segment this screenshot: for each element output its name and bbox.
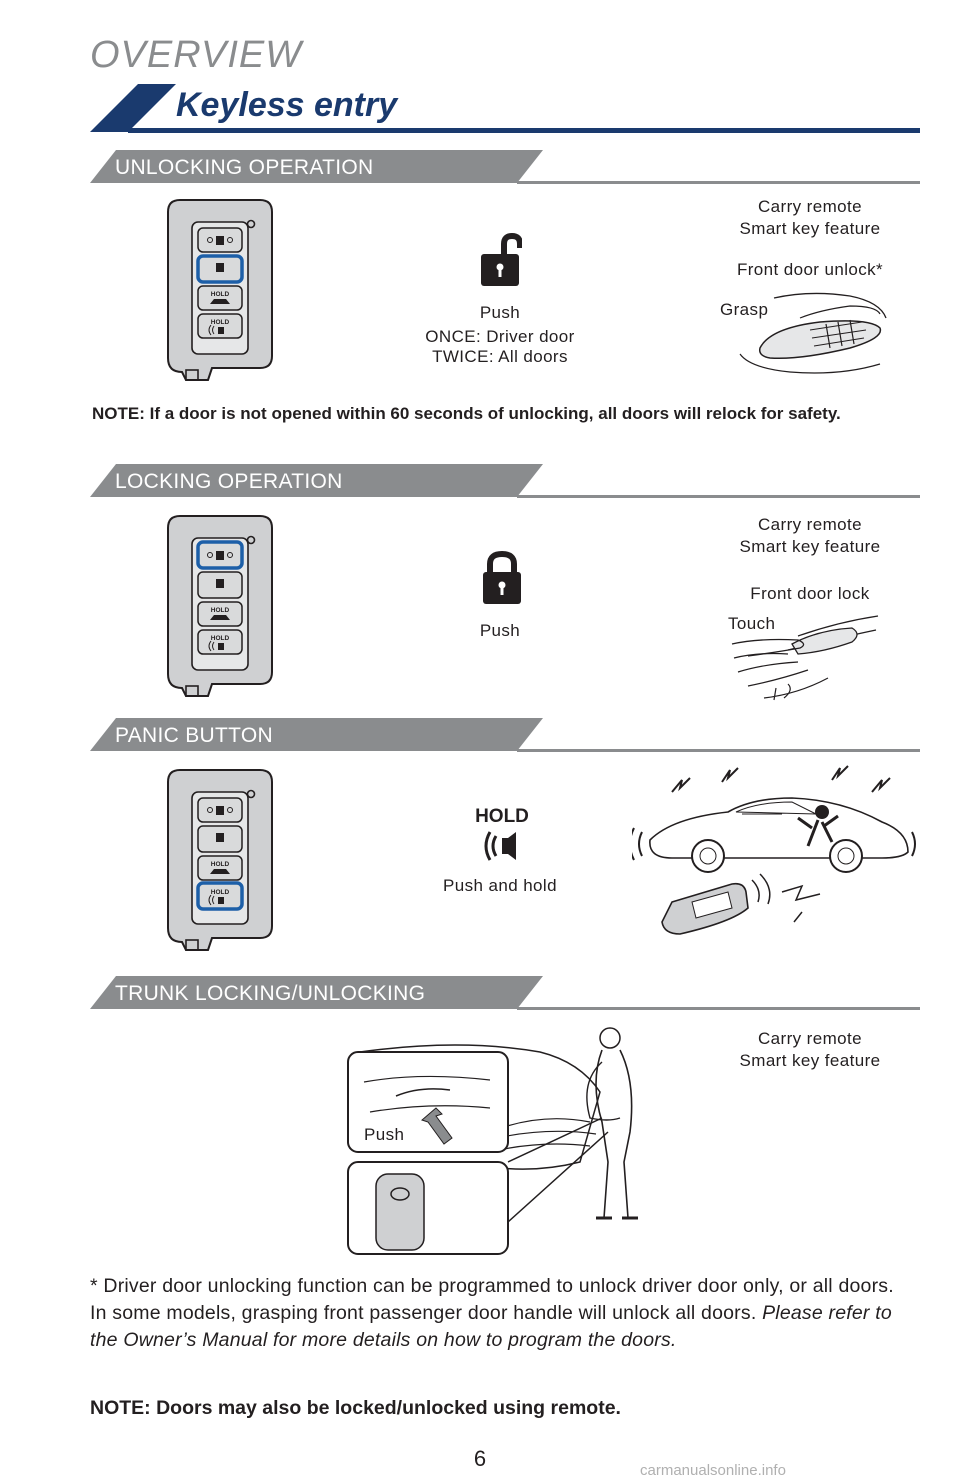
unlock-relock-note: NOTE: If a door is not opened within 60 seconds of unlocking, all doors will relock for safety. bbox=[92, 404, 841, 423]
page-title: Keyless entry bbox=[176, 86, 398, 124]
lock-push-label: Push bbox=[479, 621, 521, 640]
key-fob-panic-highlight bbox=[164, 766, 276, 956]
lock-icon bbox=[480, 550, 524, 606]
panic-alarm-icon bbox=[480, 828, 524, 864]
unlock-icon bbox=[478, 232, 522, 288]
footnote-italic: Please refer to the Owner’s Manual for more details on how to program the doors. bbox=[90, 1302, 892, 1351]
footnote-text: * Driver door unlocking function can be programmed to unlock driver door only, or all doors. In some models, grasping front passenger door handle will unlock all doors. bbox=[90, 1275, 894, 1324]
door-handle-grasp-illustration bbox=[730, 288, 900, 384]
key-fob-unlock-highlight bbox=[164, 196, 276, 386]
front-door-unlock-label: Front door unlock* bbox=[736, 260, 884, 279]
key-hold-label: HOLD bbox=[210, 635, 230, 642]
footnote-paragraph bbox=[90, 1273, 910, 1354]
panic-heading: PANIC BUTTON bbox=[115, 724, 274, 747]
panic-hold-label: HOLD bbox=[475, 806, 529, 827]
trunk-heading: TRUNK LOCKING/UNLOCKING bbox=[115, 982, 426, 1005]
section-label: OVERVIEW bbox=[90, 34, 303, 76]
carry-remote-label: Carry remote bbox=[758, 1029, 862, 1048]
bottom-note: NOTE: Doors may also be locked/unlocked using remote. bbox=[90, 1397, 621, 1419]
door-handle-touch-illustration bbox=[728, 608, 888, 708]
carry-remote-label: Carry remote bbox=[758, 197, 862, 216]
watermark: carmanualsonline.info bbox=[640, 1462, 786, 1479]
push-and-hold-label: Push and hold bbox=[443, 876, 557, 895]
key-hold-label: HOLD bbox=[210, 889, 230, 896]
touch-label: Touch bbox=[728, 614, 776, 633]
unlock-twice-label: TWICE: All doors bbox=[432, 347, 568, 366]
page-number: 6 bbox=[473, 1446, 487, 1471]
panic-alarm-car-illustration bbox=[632, 762, 918, 942]
smart-key-label: Smart key feature bbox=[739, 219, 881, 238]
trunk-push-label: Push bbox=[364, 1125, 405, 1144]
locking-heading: LOCKING OPERATION bbox=[115, 470, 343, 493]
key-hold-label: HOLD bbox=[210, 291, 230, 298]
key-hold-label: HOLD bbox=[210, 319, 230, 326]
key-hold-label: HOLD bbox=[210, 861, 230, 868]
unlock-push-label: Push bbox=[479, 303, 521, 322]
smart-key-label: Smart key feature bbox=[739, 537, 881, 556]
front-door-lock-label: Front door lock bbox=[750, 584, 870, 603]
key-hold-label: HOLD bbox=[210, 607, 230, 614]
smart-key-label: Smart key feature bbox=[739, 1051, 881, 1070]
unlock-once-label: ONCE: Driver door bbox=[425, 327, 575, 346]
key-fob-lock-highlight bbox=[164, 512, 276, 702]
unlocking-heading: UNLOCKING OPERATION bbox=[115, 156, 374, 179]
carry-remote-label: Carry remote bbox=[758, 515, 862, 534]
grasp-label: Grasp bbox=[720, 300, 769, 319]
